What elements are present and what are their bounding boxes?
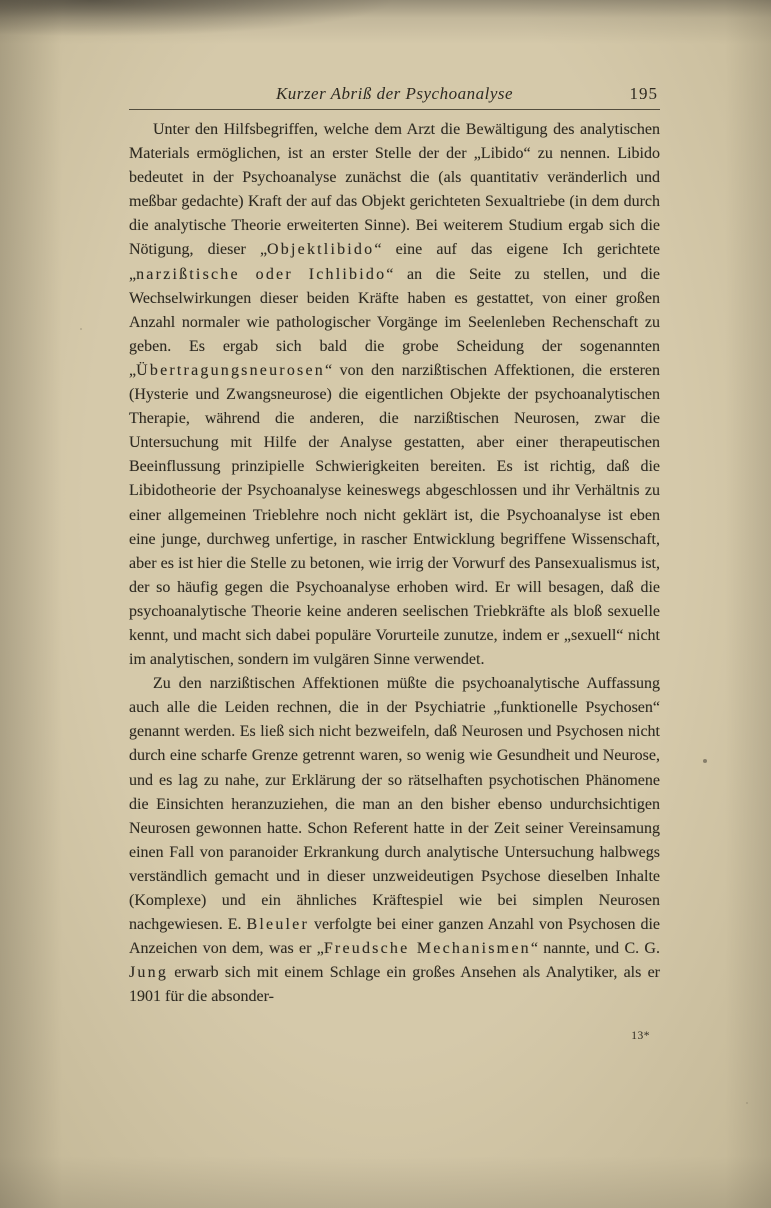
header-rule: [129, 109, 660, 110]
signature-mark: 13*: [631, 1030, 650, 1042]
body-text: “ von den narzißtischen Affektionen, die ersteren (Hysterie und Zwangsneurose) die eigentlichen Objekte der psychoanalytischen Therapie, während die anderen, die narzißtischen Neurosen, zwar die Untersuchung mit Hilfe der Analyse gestatten, aber einer therapeutischen Beeinflussung prinzipielle Schwierigkeiten bereiten. Es ist richtig, daß die Libidotheorie der Psychoanalyse keineswegs abgeschlossen und ihr Verhältnis zu einer allgemeinen Trieblehre noch nicht geklärt ist, die Psychoanalyse ist eben eine junge, durchweg unfertige, in rascher Entwicklung begriffene Wissenschaft, aber es ist hier die Stelle zu betonen, wie irrig der Vorwurf des Pansexualismus ist, der so häufig gegen die Psychoanalyse erhoben wird. Er will besagen, daß die psychoanalytische Theorie keine anderen seelischen Triebkräfte als bloß sexuelle kennt, und macht sich dabei populäre Vorurteile zunutze, indem er „sexuell“ nicht im analytischen, sondern im vulgären Sinne verwendet.: [129, 361, 660, 669]
paragraph: [129, 118, 660, 672]
spaced-emphasis-text: Bleuler: [246, 916, 310, 934]
spaced-emphasis-text: Objektlibido: [267, 241, 375, 259]
spaced-emphasis-text: Übertragungsneurosen: [136, 361, 325, 379]
spaced-emphasis-text: Freudsche Mechanismen: [323, 940, 531, 958]
running-head-title: Kurzer Abriß der Psychoanalyse: [275, 84, 514, 103]
body-text: “ an die Seite zu stellen, und die Wechselwirkungen dieser beiden Kräfte haben es gestattet, von einer großen Anzahl normaler wie pathologischer Vorgänge im Seelenleben Rechenschaft zu geben. Es ergab sich bald die grobe Scheidung der sogenannten „: [129, 265, 660, 379]
body-text: “ eine auf das eigene Ich gerichtete „: [129, 241, 660, 283]
page-number: 195: [629, 84, 658, 103]
page-header: [129, 84, 660, 110]
body-text: Zu den narzißtischen Affektionen müßte die psychoanalytische Auffassung auch alle die Leiden rechnen, die in der Psychiatrie „funktionelle Psychosen“ genannt werden. Es ließ sich nicht bezweifeln, daß Neurosen und Psychosen nicht durch eine scharfe Grenze getrennt waren, so wenig wie Gesundheit und Neurose, und es lag zu nahe, zur Erklärung der so rätselhaften psychotischen Phänomene die Einsichten heranzuziehen, die man an den bisher ebenso undurchsichtigen Neurosen gewonnen hatte. Schon Referent hatte in der Zeit seiner Vereinsamung einen Fall von paranoider Erkrankung durch analytische Untersuchung halbwegs verständlich gemacht und in dieser unzweideutigen Psychose dieselben Inhalte (Komplexe) und ein ähnliches Kräftespiel wie bei simplen Neurosen nachgewiesen. E.: [129, 675, 660, 934]
paragraph: [129, 672, 660, 1009]
body-text: verfolgte bei einer ganzen Anzahl von Psychosen die Anzeichen von dem, was er „: [129, 916, 661, 958]
spaced-emphasis-text: Jung: [129, 964, 169, 982]
spaced-emphasis-text: narzißtische oder Ichlibido: [136, 265, 387, 283]
body-text: “ nannte, und C. G.: [530, 940, 660, 958]
text-block: [129, 118, 660, 1009]
body-text: Unter den Hilfsbegriffen, welche dem Arzt die Bewältigung des analytischen Materials ermöglichen, ist an erster Stelle der der „Libido“ zu nennen. Libido bedeutet in der Psychoanalyse zunächst die (als quantitativ veränderlich und meßbar gedachte) Kraft der auf das Objekt gerichteten Sexualtriebe (in dem durch die analytische Theorie erweiterten Sinne). Bei weiterem Studium ergab sich die Nötigung, dieser „: [129, 121, 660, 259]
body-text: erwarb sich mit einem Schlage ein großes Ansehen als Analytiker, als er 1901 für die absonder-: [129, 964, 660, 1006]
